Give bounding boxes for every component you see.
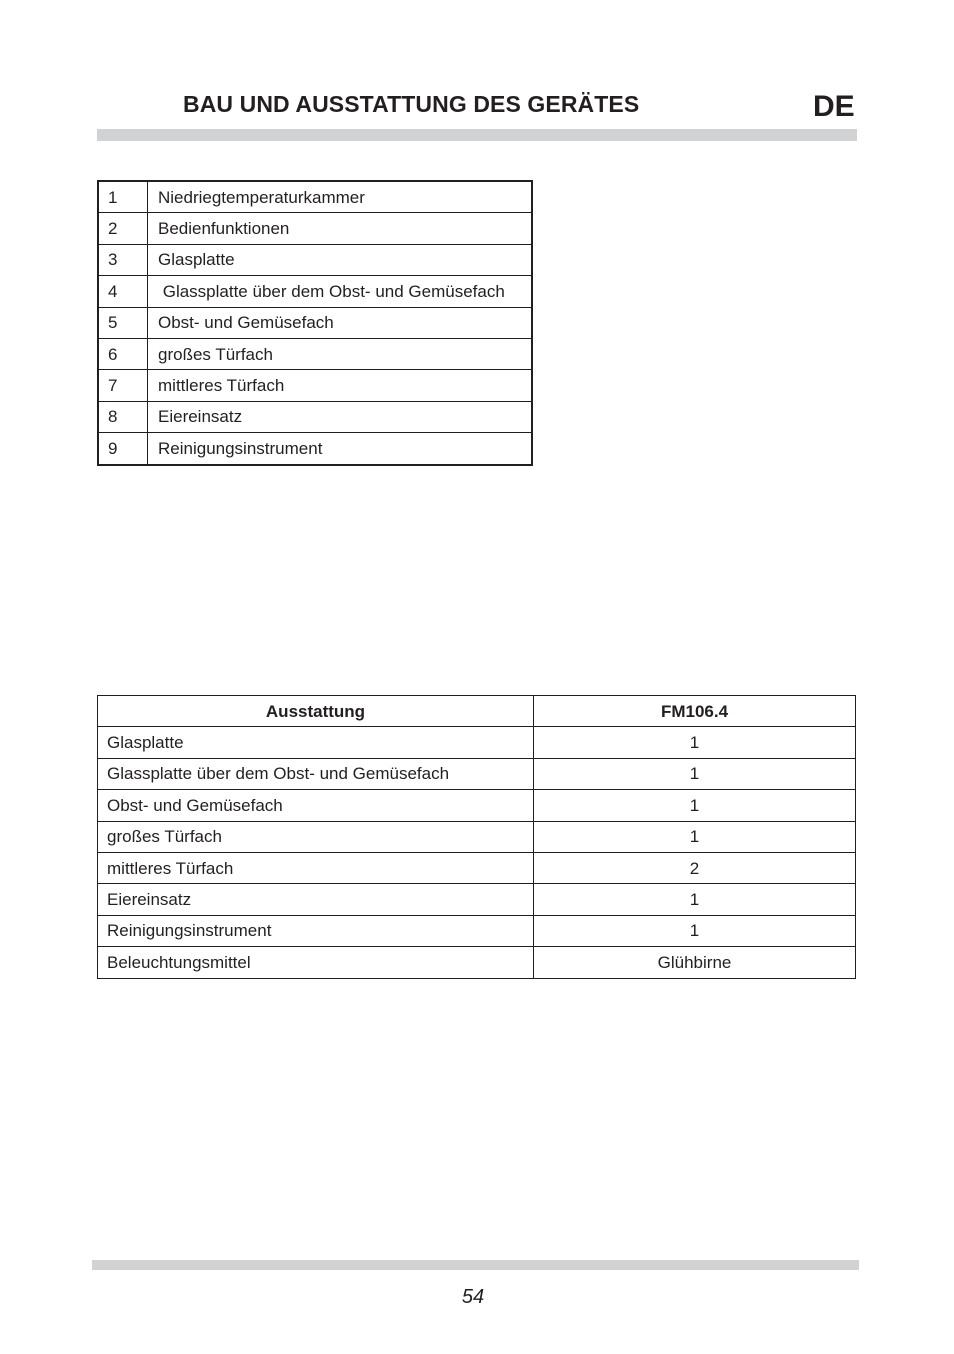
part-name: Niedriegtemperaturkammer xyxy=(148,181,533,213)
part-name: Glassplatte über dem Obst- und Gemüsefach xyxy=(148,276,533,307)
part-number: 7 xyxy=(98,370,148,401)
table-row xyxy=(98,884,856,915)
equipment-quantity: 1 xyxy=(534,884,856,915)
part-name: mittleres Türfach xyxy=(148,370,533,401)
part-name: Obst- und Gemüsefach xyxy=(148,307,533,338)
part-number: 3 xyxy=(98,244,148,275)
table-row xyxy=(98,338,532,369)
equipment-item: Obst- und Gemüsefach xyxy=(98,790,534,821)
part-number: 8 xyxy=(98,401,148,432)
equipment-table xyxy=(97,695,856,979)
column-header-model: FM106.4 xyxy=(534,696,856,727)
equipment-item: Eiereinsatz xyxy=(98,884,534,915)
table-row xyxy=(98,370,532,401)
equipment-quantity: Glühbirne xyxy=(534,947,856,978)
table-row xyxy=(98,915,856,946)
equipment-item: Glasplatte xyxy=(98,727,534,758)
part-number: 4 xyxy=(98,276,148,307)
part-name: Eiereinsatz xyxy=(148,401,533,432)
column-header-equipment: Ausstattung xyxy=(98,696,534,727)
part-number: 5 xyxy=(98,307,148,338)
table-row xyxy=(98,213,532,244)
equipment-item: Reinigungsinstrument xyxy=(98,915,534,946)
equipment-quantity: 1 xyxy=(534,727,856,758)
table-row xyxy=(98,307,532,338)
table-row xyxy=(98,401,532,432)
part-name: Glasplatte xyxy=(148,244,533,275)
equipment-quantity: 1 xyxy=(534,790,856,821)
equipment-quantity: 2 xyxy=(534,852,856,883)
part-number: 2 xyxy=(98,213,148,244)
table-header-row xyxy=(98,696,856,727)
table-row xyxy=(98,947,856,978)
table-row xyxy=(98,790,856,821)
part-name: großes Türfach xyxy=(148,338,533,369)
parts-table xyxy=(97,180,533,466)
table-row xyxy=(98,727,856,758)
table-row xyxy=(98,852,856,883)
equipment-quantity: 1 xyxy=(534,821,856,852)
part-name: Reinigungsinstrument xyxy=(148,433,533,465)
table-row xyxy=(98,276,532,307)
part-number: 1 xyxy=(98,181,148,213)
equipment-item: mittleres Türfach xyxy=(98,852,534,883)
equipment-quantity: 1 xyxy=(534,915,856,946)
page-title: BAU UND AUSSTATTUNG DES GERÄTES xyxy=(183,91,640,117)
equipment-item: großes Türfach xyxy=(98,821,534,852)
footer-rule xyxy=(92,1260,859,1270)
table-row xyxy=(98,433,532,465)
table-row xyxy=(98,758,856,789)
equipment-quantity: 1 xyxy=(534,758,856,789)
table-row xyxy=(98,244,532,275)
page-number: 54 xyxy=(461,1286,485,1308)
table-row xyxy=(98,821,856,852)
table-row xyxy=(98,181,532,213)
part-number: 6 xyxy=(98,338,148,369)
equipment-item: Beleuchtungsmittel xyxy=(98,947,534,978)
language-code: DE xyxy=(813,90,855,123)
part-name: Bedienfunktionen xyxy=(148,213,533,244)
equipment-item: Glassplatte über dem Obst- und Gemüsefach xyxy=(98,758,534,789)
part-number: 9 xyxy=(98,433,148,465)
header-rule xyxy=(97,129,857,141)
